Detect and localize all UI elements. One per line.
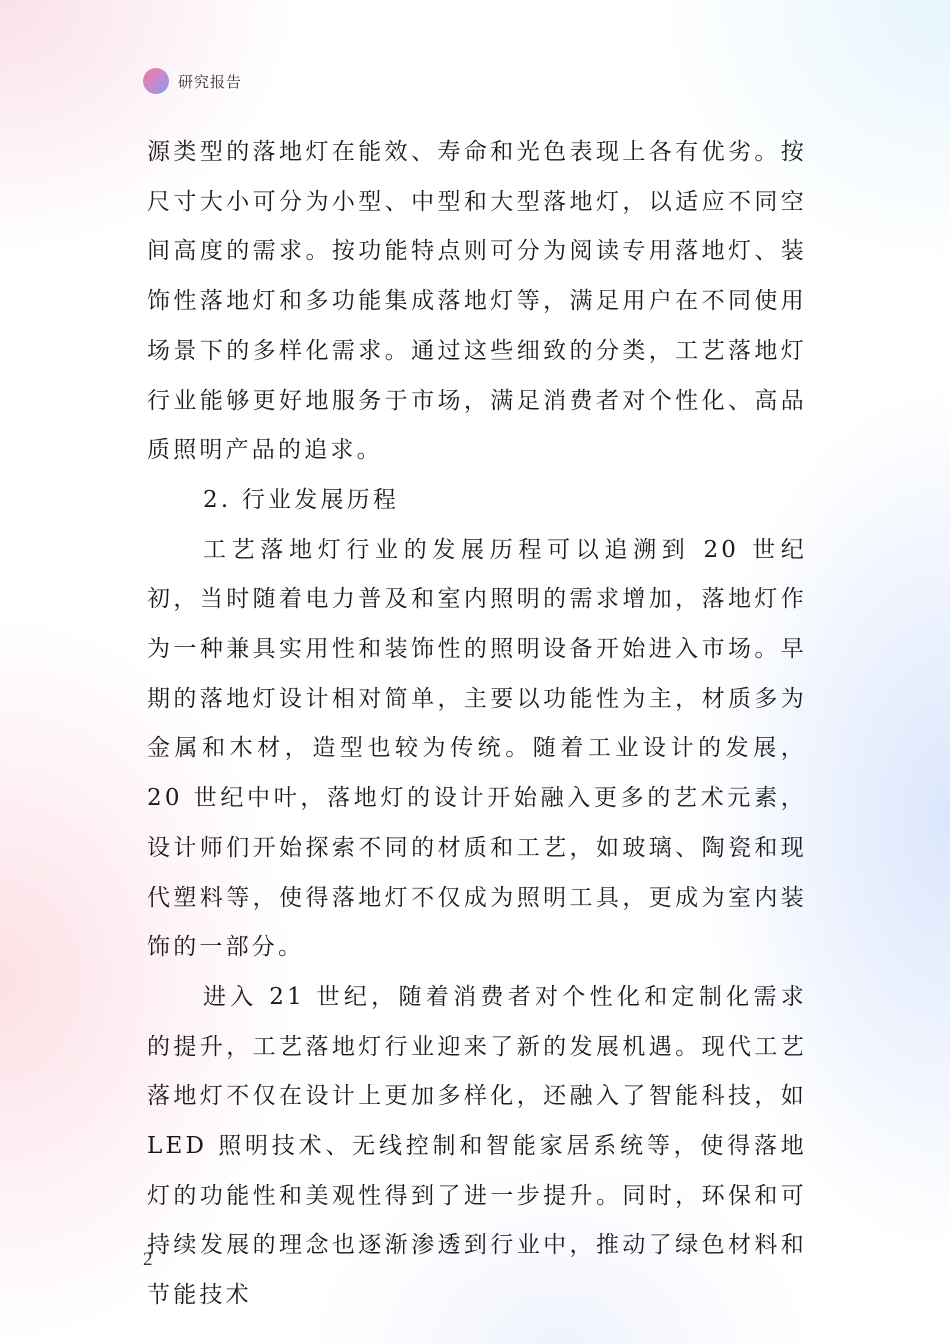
- header-title: 研究报告: [178, 72, 243, 91]
- section-heading: 2. 行业发展历程: [203, 486, 400, 513]
- report-header: [143, 66, 242, 96]
- page-number: 2: [143, 1249, 153, 1270]
- paragraph-history-modern: 进入 21 世纪，随着消费者对个性化和定制化需求的提升，工艺落地灯行业迎来了新的发展机遇。现代工艺落地灯不仅在设计上更加多样化，还融入了智能科技，如 LED 照明技术、无线控制和智能家居系统等，使得落地灯的功能性和美观性得到了进一步提升。同时，环保和可持续发展的理念也逐渐渗透到行业中，推动了绿色材料和节能技术: [147, 983, 807, 1309]
- report-logo-icon: [143, 68, 169, 94]
- document-body: [147, 128, 807, 1321]
- paragraph-lamp-classification: 源类型的落地灯在能效、寿命和光色表现上各有优劣。按尺寸大小可分为小型、中型和大型落地灯，以适应不同空间高度的需求。按功能特点则可分为阅读专用落地灯、装饰性落地灯和多功能集成落地灯等，满足用户在不同使用场景下的多样化需求。通过这些细致的分类，工艺落地灯行业能够更好地服务于市场，满足消费者对个性化、高品质照明产品的追求。: [147, 139, 807, 464]
- paragraph-history-early: 工艺落地灯行业的发展历程可以追溯到 20 世纪初，当时随着电力普及和室内照明的需求增加，落地灯作为一种兼具实用性和装饰性的照明设备开始进入市场。早期的落地灯设计相对简单，主要以功能性为主，材质多为金属和木材，造型也较为传统。随着工业设计的发展，20 世纪中叶，落地灯的设计开始融入更多的艺术元素，设计师们开始探索不同的材质和工艺，如玻璃、陶瓷和现代塑料等，使得落地灯不仅成为照明工具，更成为室内装饰的一部分。: [147, 536, 807, 961]
